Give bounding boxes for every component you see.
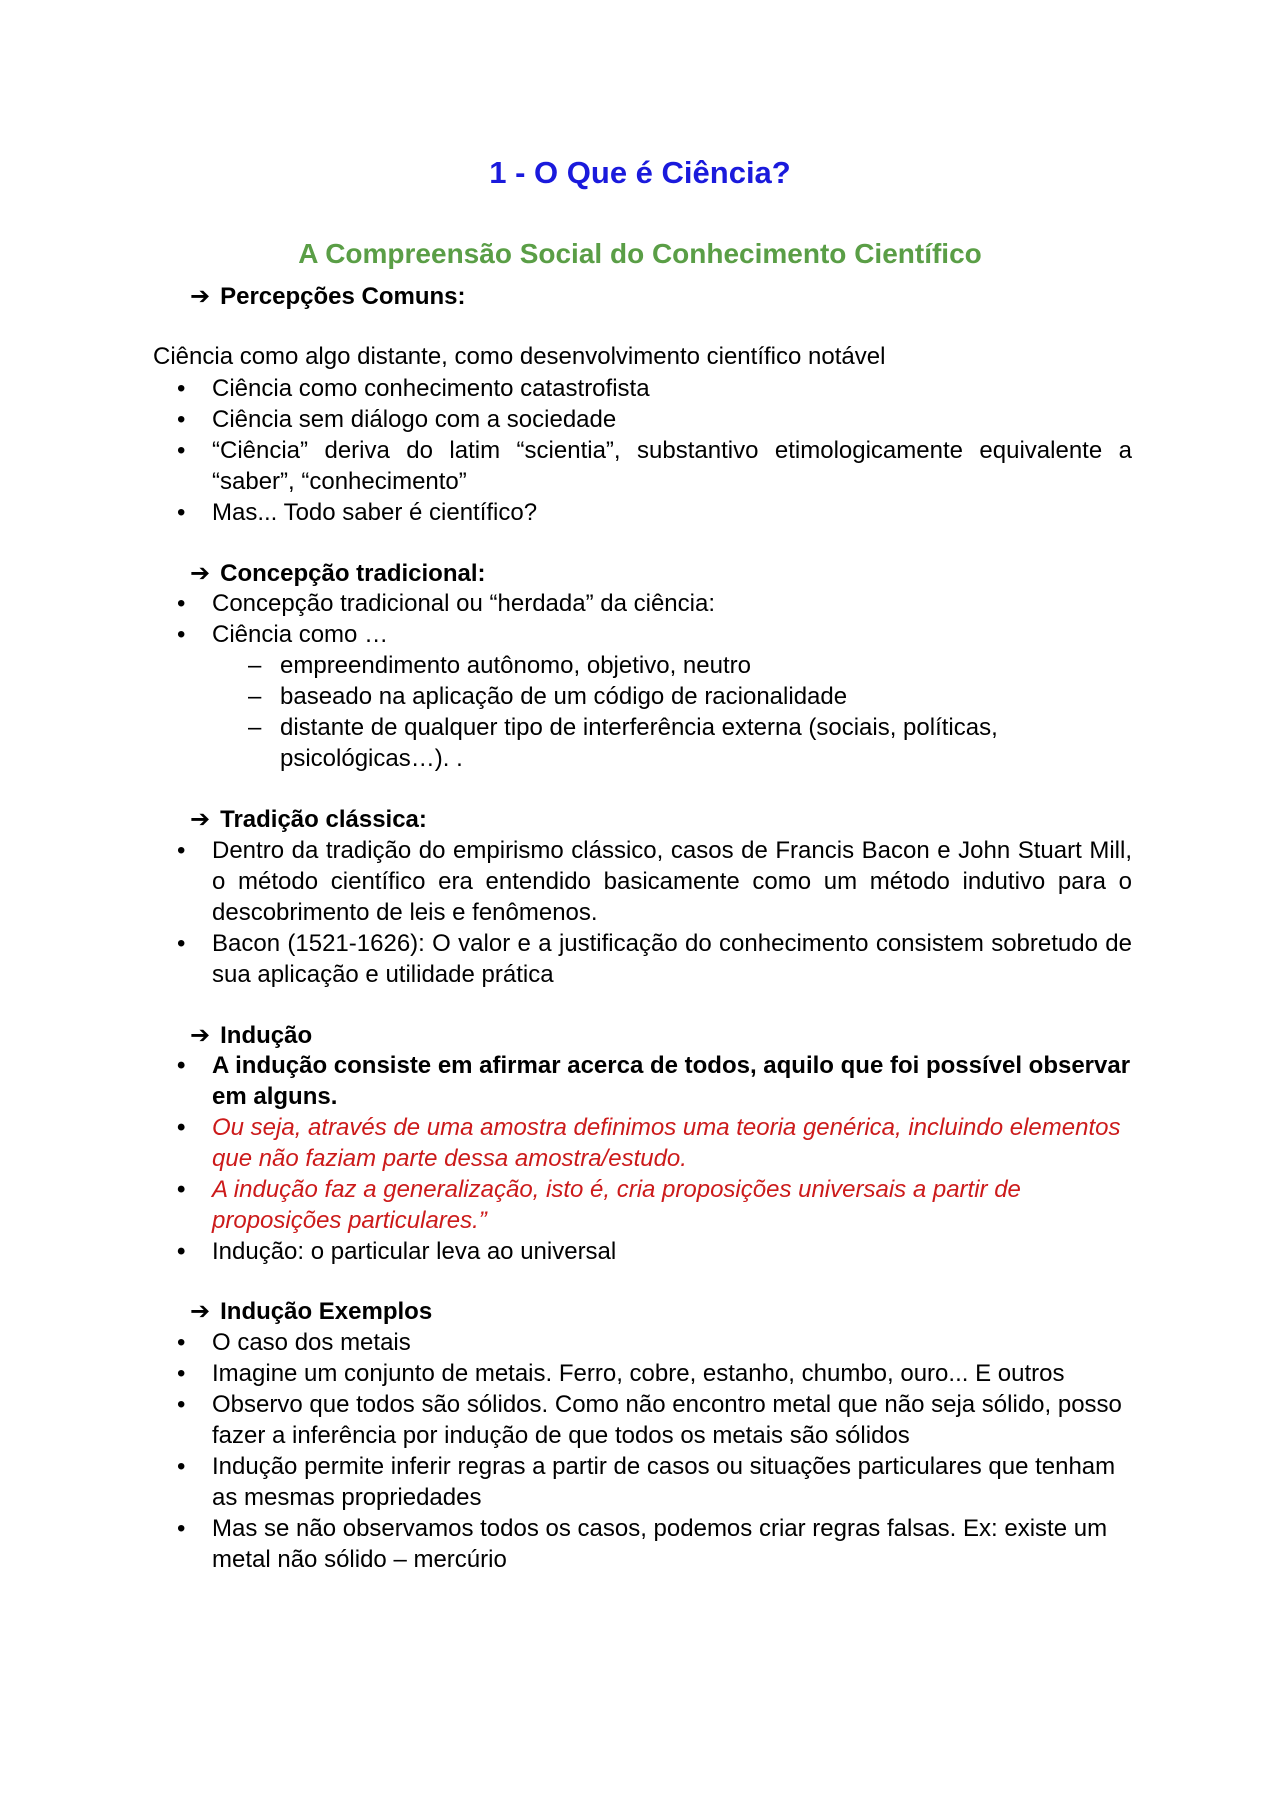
bullet-icon: • (177, 837, 186, 864)
arrow-right-icon: ➔ (190, 283, 211, 310)
list-item: • Ciência como conhecimento catastrofista (177, 375, 650, 402)
section-heading-inducao (190, 1021, 312, 1050)
list-item: • Ciência sem diálogo com a sociedade (177, 406, 617, 433)
list-item: • A indução consiste em afirmar acerca de todos, aquilo que foi possível observar em alguns. (177, 1052, 1131, 1110)
sublist-ciencia-como (248, 650, 1132, 774)
section-heading-label: Tradição clássica: (220, 806, 427, 833)
list-inducao-exemplos (170, 1327, 1132, 1575)
bullet-icon: • (177, 499, 186, 526)
arrow-right-icon: ➔ (190, 1022, 211, 1049)
list-item: • Observo que todos são sólidos. Como não encontro metal que não seja sólido, posso fazer a inferência por indução de que todos os metais são sólidos (177, 1391, 1122, 1449)
list-percepcoes (170, 373, 1132, 528)
section-heading-percepcoes (190, 282, 466, 311)
bullet-icon: • (177, 590, 186, 617)
list-item: • Indução: o particular leva ao universal (177, 1238, 617, 1265)
bullet-icon: • (177, 621, 186, 648)
list-item: • Mas... Todo saber é científico? (177, 499, 538, 526)
section-heading-label: Indução (220, 1022, 313, 1049)
bullet-icon: • (177, 437, 186, 464)
list-item: • Ciência como … (177, 621, 389, 648)
list-item: • Indução permite inferir regras a partir de casos ou situações particulares que tenham as mesmas propriedades (177, 1453, 1116, 1511)
list-item: • Bacon (1521-1626): O valor e a justificação do conhecimento consistem sobretudo de sua aplicação e utilidade prática (177, 930, 1132, 988)
list-concepcao (170, 588, 1132, 650)
section-heading-inducao-exemplos (190, 1297, 432, 1326)
list-item: • “Ciência” deriva do latim “scientia”, substantivo etimologicamente equivalente a “saber”, “conhecimento” (177, 437, 1132, 495)
page-subtitle: A Compreensão Social do Conhecimento Científico (298, 238, 982, 269)
dash-icon: – (248, 652, 262, 679)
dash-icon: – (248, 714, 262, 741)
list-item: • Ou seja, através de uma amostra definimos uma teoria genérica, incluindo elementos que não faziam parte dessa amostra/estudo. (177, 1114, 1121, 1172)
list-item: • O caso dos metais (177, 1329, 411, 1356)
list-item: • Concepção tradicional ou “herdada” da ciência: (177, 590, 715, 617)
section-heading-label: Percepções Comuns: (220, 283, 466, 310)
bullet-icon: • (177, 1176, 186, 1203)
section-heading-tradicao (190, 805, 427, 834)
bullet-icon: • (177, 1329, 186, 1356)
sublist-item: – distante de qualquer tipo de interferência externa (sociais, políticas, psicológicas…). . (248, 714, 998, 772)
sublist-item: – baseado na aplicação de um código de racionalidade (248, 683, 848, 710)
list-item: • Imagine um conjunto de metais. Ferro, cobre, estanho, chumbo, ouro... E outros (177, 1360, 1065, 1387)
bullet-icon: • (177, 1391, 186, 1418)
bullet-icon: • (177, 1515, 186, 1542)
bullet-icon: • (177, 375, 186, 402)
page-title: 1 - O Que é Ciência? (489, 155, 791, 190)
arrow-right-icon: ➔ (190, 806, 211, 833)
arrow-right-icon: ➔ (190, 1298, 211, 1325)
section-heading-label: Concepção tradicional: (220, 560, 486, 587)
list-tradicao (170, 835, 1132, 990)
list-item: • Dentro da tradição do empirismo clássico, casos de Francis Bacon e John Stuart Mill, o método científico era entendido basicamente como um método indutivo para o descobrimento de leis e fenômenos. (177, 837, 1132, 926)
bullet-icon: • (177, 1238, 186, 1265)
arrow-right-icon: ➔ (190, 560, 211, 587)
bullet-icon: • (177, 1360, 186, 1387)
list-inducao (170, 1050, 1132, 1267)
section-heading-label: Indução Exemplos (220, 1298, 433, 1325)
sublist-item: – empreendimento autônomo, objetivo, neutro (248, 652, 751, 679)
section-heading-concepcao (190, 559, 486, 588)
bullet-icon: • (177, 1114, 186, 1141)
intro-paragraph: Ciência como algo distante, como desenvolvimento científico notável (153, 343, 886, 370)
list-item: • Mas se não observamos todos os casos, podemos criar regras falsas. Ex: existe um metal não sólido – mercúrio (177, 1515, 1108, 1573)
bullet-icon: • (177, 1052, 186, 1079)
bullet-icon: • (177, 406, 186, 433)
bullet-icon: • (177, 930, 186, 957)
list-item: • A indução faz a generalização, isto é, cria proposições universais a partir de proposições particulares.” (177, 1176, 1021, 1234)
bullet-icon: • (177, 1453, 186, 1480)
dash-icon: – (248, 683, 262, 710)
